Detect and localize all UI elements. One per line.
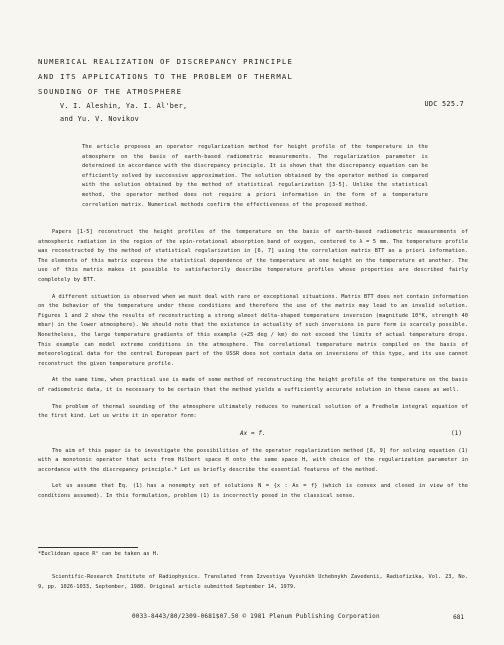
page-number: 681 — [453, 614, 464, 621]
article-body — [38, 228, 468, 509]
equation-number: (1) — [451, 429, 462, 437]
title-line-1: NUMERICAL REALIZATION OF DISCREPANCY PRINCIPLE — [38, 57, 293, 66]
author-list — [60, 100, 360, 126]
body-paragraph-5: The aim of this paper is to investigate the possibilities of the operator regularization method [8, 9] for solving equation (1) with a monotonic operator that acts from Hilbert space H onto the same space H, with choice of the regularization parameter in accordance with the discrepancy principle.* Let us briefly describe the essential features of the method. — [38, 447, 468, 473]
abstract: The article proposes an operator regularization method for height profile of the temperature in the atmosphere on the basis of earth-based radiometric measurements. The regularization parameter is determined in accordance with the discrepancy principle. It is shown that the discrepancy equation can be efficiently solved by successive approximation. The solution obtained by the operator method is compared with the solution obtained by the method of statistical regularization [3-5]. Unlike the statistical method, the operator method does not require a priori information in the form of a temperature correlation matrix. Numerical methods confirm the effectiveness of the proposed method. — [82, 144, 428, 208]
body-paragraph-1: Papers [1-5] reconstruct the height profiles of the temperature on the basis of earth-based radiometric measurements of atmospheric radiation in the region of the spin-rotational absorption band of oxygen, centered to λ = 5 mm. The temperature profile was reconstructed by the method of statistical regularization in [6, 7] using the correlation matrix BTT as a priori information. The elements of this matrix express the statistical dependence of the temperature at one height on the temperature at another. The use of this matrix makes it possible to satisfactorily describe temperature profiles whose properties are described fairly completely by BTT. — [38, 229, 468, 283]
equation-1 — [38, 429, 468, 441]
equation-expression: Ax = f. — [240, 429, 266, 437]
body-paragraph-4: The problem of thermal sounding of the atmosphere ultimately reduces to numerical solution of a Fredholm integral equation of the first kind. Let us write it in operator form: — [38, 403, 468, 420]
body-paragraph-6: Let us assume that Eq. (1) has a nonempty set of solutions N = {x : Ax = f} (which is convex and closed in view of the conditions assumed). In this formulation, problem (1) is incorrectly posed in the classical sense. — [38, 483, 468, 500]
copyright-line: 0033-8443/80/2309-0681$07.50 © 1981 Plenum Publishing Corporation — [132, 613, 380, 620]
title-line-2: AND ITS APPLICATIONS TO THE PROBLEM OF THERMAL — [38, 72, 293, 81]
article-title — [38, 54, 478, 99]
affiliation-note: Scientific-Research Institute of Radiophysics. Translated from Izvestiya Vysshikh Uchebnykh Zavedenii, Radiofizika, Vol. 23, No. 9, pp. 1026-1033, September, 1980. Original article submitted September 14, 1979. — [38, 574, 468, 590]
body-paragraph-2: A different situation is observed when we must deal with rare or exceptional situations. Matrix BTT does not contain information on the behavior of the temperature under these conditions and therefore the use of the matrix may lead to an invalid solution. Figures 1 and 2 show the results of reconstructing a strong almost delta-shaped temperature inversion (magnitude 10°K, strength 40 mbar) in the lower atmosphere). We should note that the existence in actuality of such inversions in pure form is scarcely possible. Nonetheless, the large temperature gradients of this example (+25 deg / km) do not exceed the limits of actual temperature drops. This example can model extreme conditions in the atmosphere. The correlational temperature matrix compiled on the basis of meteorological data for the central European part of the USSR does not contain data on inversions of this type, and its use cannot reconstruct the given temperature profile. — [38, 293, 468, 367]
authors-line-2: and Yu. V. Novikov — [60, 115, 140, 123]
title-line-3: SOUNDING OF THE ATMOSPHERE — [38, 87, 183, 96]
footnote-divider — [38, 547, 138, 548]
body-paragraph-3: At the same time, when practical use is made of some method of reconstructing the height profile of the temperature on the basis of radiometric data, it is necessary to be certain that the method yields a sufficiently accurate solution in these cases as well. — [38, 377, 468, 393]
authors-line-1: V. I. Aleshin, Ya. I. Al'ber, — [60, 102, 188, 110]
udc-code: UDC 525.7 — [424, 100, 464, 108]
footnote: *Euclidean space Rⁿ can be taken as H. — [38, 551, 160, 557]
